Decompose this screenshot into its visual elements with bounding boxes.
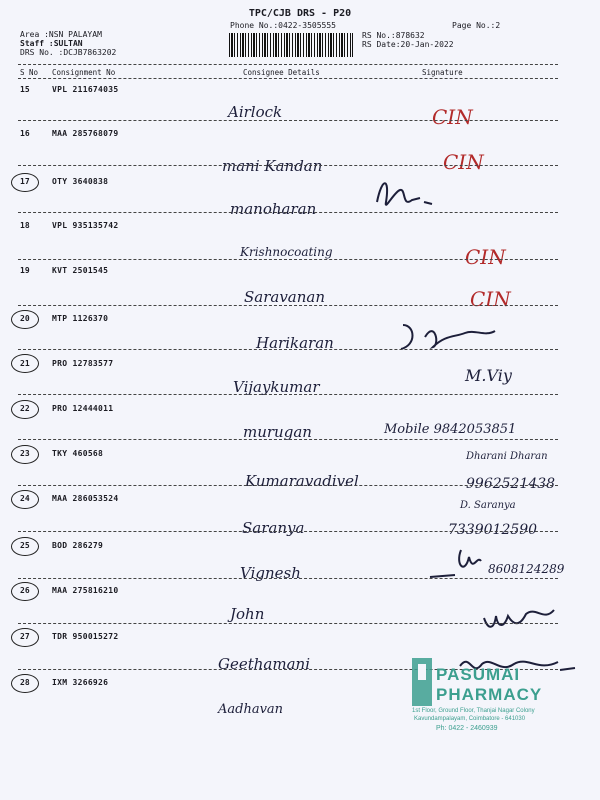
consignee-name: Saravanan [244, 288, 326, 306]
consignee-name: manoharan [230, 200, 317, 218]
row-sno: 22 [20, 404, 30, 413]
sheet-title: TPC/CJB DRS - P20 [248, 8, 352, 19]
stamp-phone: Ph: 0422 - 2460939 [436, 725, 498, 732]
row-sno: 24 [20, 494, 30, 503]
signature-text: Mobile 9842053851 [384, 422, 517, 437]
row-sno: 27 [20, 632, 30, 641]
consignee-name: mani Kandan [222, 157, 323, 175]
row-sno: 21 [20, 359, 30, 368]
divider [18, 349, 558, 350]
row-sno: 17 [20, 177, 30, 186]
row-sno: 18 [20, 221, 30, 230]
rs-date: RS Date:20-Jan-2022 [362, 40, 454, 49]
divider [18, 212, 558, 213]
signature-scribble [425, 545, 485, 585]
staff-label: Staff :SULTAN [20, 39, 83, 48]
signature-scribble [372, 172, 442, 217]
signature-text: 7339012590 [448, 522, 538, 538]
consignee-name: Kumaravadivel [245, 472, 359, 490]
col-sno: S No [20, 68, 39, 77]
phone-number: Phone No.:0422-3505555 [230, 21, 336, 30]
signature-text: M.Viy [465, 366, 512, 385]
page-number: Page No.:2 [452, 21, 501, 30]
header-right-block [362, 31, 454, 49]
row-consignment: VPL 935135742 [52, 221, 119, 230]
signature-scribble [480, 600, 560, 635]
divider [18, 120, 558, 121]
consignee-name: Harikaran [256, 334, 334, 352]
divider [18, 531, 558, 532]
divider [18, 623, 558, 624]
divider [18, 78, 558, 79]
row-consignment: PRO 12783577 [52, 359, 114, 368]
row-consignment: PRO 12444011 [52, 404, 114, 413]
stamp-address-line1: 1st Floor, Ground Floor, Thanjai Nagar Colony [412, 708, 535, 714]
consignee-name: Saranya [242, 519, 305, 537]
cin-mark: CIN [465, 245, 506, 269]
divider [18, 578, 558, 579]
handwritten-note: D. Saranya [460, 500, 516, 511]
col-consignment: Consignment No [52, 68, 116, 77]
divider [18, 259, 558, 260]
consignee-name: murugan [243, 423, 312, 441]
row-consignment: BOD 286279 [52, 541, 104, 550]
signature-text: 9962521438 [466, 476, 556, 492]
row-sno: 26 [20, 586, 30, 595]
row-consignment: TDR 950015272 [52, 632, 119, 641]
divider [18, 305, 558, 306]
col-signature: Signature [422, 68, 463, 77]
consignee-name: Aadhavan [218, 702, 284, 717]
row-sno: 19 [20, 266, 30, 275]
handwritten-note: Dharani Dharan [466, 451, 548, 462]
row-consignment: TKY 460568 [52, 449, 104, 458]
divider [18, 485, 558, 486]
cin-mark: CIN [443, 150, 484, 174]
drs-number: DRS No. :DCJB7863202 [20, 48, 117, 57]
consignee-name: Vijaykumar [233, 378, 320, 396]
row-sno: 23 [20, 449, 30, 458]
rs-number: RS No.:878632 [362, 31, 425, 40]
consignee-name: John [230, 605, 265, 623]
row-consignment: MTP 1126370 [52, 314, 109, 323]
row-consignment: OTY 3640838 [52, 177, 109, 186]
divider [18, 394, 558, 395]
divider [18, 165, 558, 166]
row-sno: 25 [20, 541, 30, 550]
divider [18, 439, 558, 440]
row-consignment: IXM 3266926 [52, 678, 109, 687]
row-sno: 16 [20, 129, 30, 138]
row-consignment: MAA 286053524 [52, 494, 119, 503]
row-sno: 20 [20, 314, 30, 323]
stamp-name-line2: PHARMACY [436, 685, 543, 704]
row-consignment: MAA 285768079 [52, 129, 119, 138]
pharmacy-stamp [410, 652, 585, 742]
consignee-name: Geethamani [218, 655, 310, 673]
cin-mark: CIN [470, 287, 511, 311]
stamp-address-line2: Kavundampalayam, Coimbatore - 641030 [414, 716, 526, 722]
row-consignment: VPL 211674035 [52, 85, 119, 94]
col-consignee: Consignee Details [243, 68, 320, 77]
consignee-name: Vignesh [240, 564, 301, 582]
barcode [229, 33, 353, 57]
row-consignment: KVT 2501545 [52, 266, 109, 275]
row-consignment: MAA 275816210 [52, 586, 119, 595]
row-sno: 28 [20, 678, 30, 687]
row-sno: 15 [20, 85, 30, 94]
signature-text: 8608124289 [488, 562, 565, 576]
consignee-name: Airlock [228, 103, 283, 121]
stamp-name-line1: PASUMAI [436, 665, 521, 684]
cin-mark: CIN [432, 105, 473, 129]
header-left-block [20, 30, 116, 57]
divider [18, 64, 558, 65]
consignee-name: Krishnocoating [240, 245, 333, 259]
area-label: Area :NSN PALAYAM [20, 30, 102, 39]
